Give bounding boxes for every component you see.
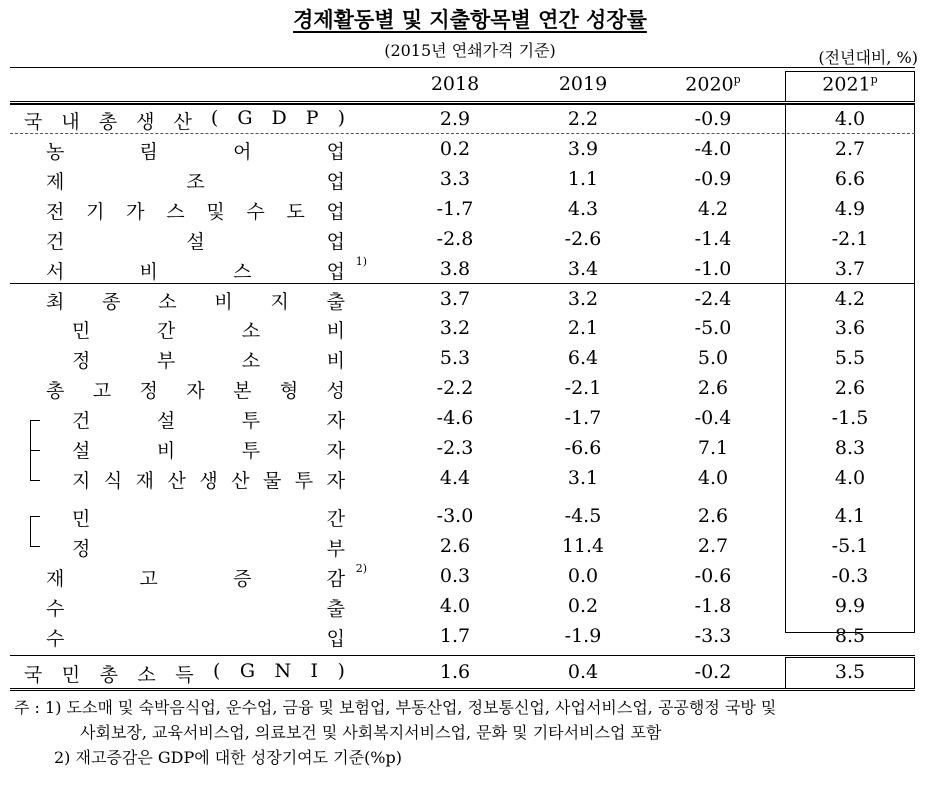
cell-2019: 3.9 [567,138,599,160]
row-label: 정 부 [72,538,345,560]
cell-2019: 0.2 [567,595,599,617]
cell-2020: 4.0 [697,467,729,489]
cell-2019: 1.1 [567,168,599,190]
row-label: 국 내 총 생 산 ( G D P ) [24,107,345,133]
cell-2021: 3.5 [834,661,866,683]
cell-2020: -1.0 [694,258,732,280]
bracket-tick [30,516,40,517]
cell-2019: 0.4 [567,661,599,683]
cell-2018: -2.8 [436,228,474,250]
footnote-1: 주 : 1) 도소매 및 숙박음식업, 운수업, 금융 및 보험업, 부동산업, 정보통신업, 사업서비스업, 공공행정 국방 및 [14,698,777,717]
cell-2020: -0.9 [694,168,732,190]
cell-2018: 1.6 [439,661,471,683]
row-label: 지 식 재 산 생 산 물 투 자 [72,470,345,492]
cell-2019: -2.6 [564,228,602,250]
cell-2018: 4.4 [439,467,471,489]
row-label: 민 간 [72,508,345,530]
cell-2018: 3.3 [439,168,471,190]
cell-2021: 6.6 [834,168,866,190]
cell-2020: -3.3 [694,625,732,647]
cell-2021: -1.5 [831,407,869,429]
industry-separator [10,283,915,284]
cell-2019: 2.1 [567,317,599,339]
gni-2021-box [785,657,915,689]
page-title: 경제활동별 및 지출항목별 연간 성장률 [293,7,647,32]
bracket-tick [30,420,40,421]
year-2021-header-box [785,71,915,102]
cell-2019: 3.4 [567,258,599,280]
row-label: 수 출 [46,598,345,620]
cell-2019: 4.3 [567,198,599,220]
cell-2019: 11.4 [561,535,605,557]
footnote-2: 2) 재고증감은 GDP에 대한 성장기여도 기준(%p) [54,748,402,767]
subtitle: (2015년 연쇄가격 기준) [384,41,556,60]
row-label: 설 비 투 자 [72,440,345,462]
row-label: 민 간 소 비 [72,320,345,342]
gni-bottom-rule [10,688,915,689]
cell-2018: 3.2 [439,317,471,339]
gdp-separator [10,133,915,134]
row-label: 국 민 총 소 득 ( G N I ) [24,660,345,686]
cell-2021: 8.3 [834,437,866,459]
cell-2021: 4.9 [834,198,866,220]
footnote-1-cont: 사회보장, 교육서비스업, 의료보건 및 사회복지서비스업, 문화 및 기타서비스업 포함 [80,723,662,742]
year-2021-column-box [785,104,915,633]
row-label: 제 조 업 [46,171,345,193]
cell-2021: 2.6 [834,377,866,399]
cell-2019: 3.1 [567,467,599,489]
cell-2018: -2.2 [436,377,474,399]
cell-2021: 4.0 [834,108,866,130]
row-label: 정 부 소 비 [72,350,345,372]
cell-2020: -0.2 [694,661,732,683]
cell-2018: 4.0 [439,595,471,617]
cell-2021: 8.5 [834,625,866,647]
cell-2021: 4.0 [834,467,866,489]
cell-2020: -4.0 [694,138,732,160]
unit-label: (전년대비, %) [818,48,918,67]
cell-2020: -0.6 [694,565,732,587]
cell-2020: 2.7 [697,535,729,557]
cell-2019: -1.9 [564,625,602,647]
cell-2018: -2.3 [436,437,474,459]
cell-2021: 3.6 [834,317,866,339]
cell-2019: 3.2 [567,288,599,310]
row-label: 농 림 어 업 [46,141,345,163]
cell-2020: -5.0 [694,317,732,339]
cell-2018: -4.6 [436,407,474,429]
cell-2020: 7.1 [697,437,729,459]
year-header-2018: 2018 [430,73,480,95]
cell-2021: 5.5 [834,347,866,369]
cell-2019: 0.0 [567,565,599,587]
year-header-2019: 2019 [558,73,608,95]
cell-2018: -3.0 [436,505,474,527]
cell-2021: 9.9 [834,595,866,617]
cell-2018: 0.3 [439,565,471,587]
gni-top-rule [10,655,915,656]
year-header-2020: 2020$^p$ [685,73,741,96]
row-label: 건 설 투 자 [72,410,345,432]
cell-2020: 5.0 [697,347,729,369]
cell-2020: 2.6 [697,377,729,399]
cell-2018: 2.9 [439,108,471,130]
row-label: 전 기 가 스 및 수 도 업 [46,201,345,223]
bracket-tick [30,450,40,451]
cell-2021: 3.7 [834,258,866,280]
cell-2020: -0.9 [694,108,732,130]
cell-2018: 3.8 [439,258,471,280]
cell-2018: -1.7 [436,198,474,220]
row-label: 최 종 소 비 지 출 [46,291,345,313]
cell-2021: 4.1 [834,505,866,527]
cell-2021: 2.7 [834,138,866,160]
cell-2019: -4.5 [564,505,602,527]
row-label: 총 고 정 자 본 형 성 [46,380,345,402]
row-label: 수 입 [46,628,345,650]
cell-2021: 4.2 [834,288,866,310]
header-bottom-rule [10,101,915,102]
sector-bracket [30,516,31,546]
year-header-2021: 2021$^p$ [822,73,878,96]
cell-2021: -5.1 [831,535,869,557]
cell-2021: -0.3 [831,565,869,587]
cell-2018: 1.7 [439,625,471,647]
cell-2018: 5.3 [439,347,471,369]
cell-2019: -1.7 [564,407,602,429]
cell-2018: 2.6 [439,535,471,557]
cell-2018: 3.7 [439,288,471,310]
cell-2019: -2.1 [564,377,602,399]
cell-2019: -6.6 [564,437,602,459]
cell-2020: 4.2 [697,198,729,220]
bracket-tick [30,480,40,481]
cell-2021: -2.1 [831,228,869,250]
row-label: 건 설 업 [46,231,345,253]
footer-rule [10,690,915,691]
cell-2020: -1.4 [694,228,732,250]
row-label: 서 비 스 업 $^{1)}$ [46,255,367,283]
cell-2020: -1.8 [694,595,732,617]
footnotes [14,695,776,770]
cell-2019: 2.2 [567,108,599,130]
cell-2018: 0.2 [439,138,471,160]
bracket-tick [30,546,40,547]
cell-2020: 2.6 [697,505,729,527]
cell-2020: -2.4 [694,288,732,310]
row-label: 재 고 증 감 $^{2)}$ [46,562,367,590]
cell-2020: -0.4 [694,407,732,429]
header-top-rule [10,67,915,68]
cell-2019: 6.4 [567,347,599,369]
